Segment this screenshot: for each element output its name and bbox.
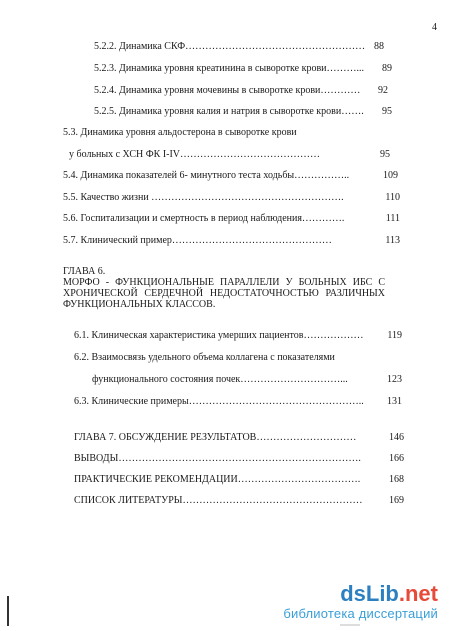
scan-edge-mark (7, 596, 9, 626)
toc-entry-5-6: 5.6. Госпитализации и смертность в период наблюдения…………. (63, 213, 345, 224)
toc-page-5-2-5: 95 (382, 106, 392, 117)
toc-page-references: 169 (389, 495, 404, 506)
toc-entry-5-2-3: 5.2.3. Динамика уровня креатинина в сыворотке крови………... (94, 63, 365, 74)
scan-bottom-mark (340, 624, 360, 626)
toc-page-recommendations: 168 (389, 474, 404, 485)
toc-entry-references: СПИСОК ЛИТЕРАТУРЫ……………………………………………… (74, 495, 363, 506)
toc-page-6-3: 131 (387, 396, 402, 407)
toc-page-conclusions: 166 (389, 453, 404, 464)
toc-entry-conclusions: ВЫВОДЫ………………………………………………………………. (74, 453, 361, 464)
toc-entry-5-3-cont: у больных с ХСН ФК I-IV…………………………………… (69, 149, 321, 160)
toc-entry-5-2-4: 5.2.4. Динамика уровня мочевины в сыворотке крови………… (94, 85, 361, 96)
toc-page-5-3: 95 (380, 149, 390, 160)
toc-entry-chapter-7: ГЛАВА 7. ОБСУЖДЕНИЕ РЕЗУЛЬТАТОВ………………………… (74, 432, 357, 443)
toc-page-5-5: 110 (385, 192, 400, 203)
toc-entry-recommendations: ПРАКТИЧЕСКИЕ РЕКОМЕНДАЦИИ………………………………. (74, 474, 361, 485)
toc-page-5-2-2: 88 (374, 41, 384, 52)
toc-entry-5-7: 5.7. Клинический пример………………………………………… (63, 235, 332, 246)
toc-entry-5-5: 5.5. Качество жизни …………………………………………………. (63, 192, 344, 203)
toc-page-5-7: 113 (385, 235, 400, 246)
toc-page-6-2: 123 (387, 374, 402, 385)
toc-entry-5-3: 5.3. Динамика уровня альдостерона в сыворотке крови (63, 127, 297, 138)
toc-entry-6-1: 6.1. Клиническая характеристика умерших пациентов……………… (74, 330, 364, 341)
watermark-logo-main: dsLib (340, 581, 399, 606)
watermark-subtitle: библиотека диссертаций (283, 606, 438, 621)
toc-entry-5-2-2: 5.2.2. Динамика СКФ……………………………………………… (94, 41, 366, 52)
watermark[interactable] (283, 582, 438, 621)
watermark-logo (283, 582, 438, 606)
chapter-6-label: ГЛАВА 6. (63, 266, 106, 277)
toc-entry-5-2-5: 5.2.5. Динамика уровня калия и натрия в сыворотке крови……. (94, 106, 364, 117)
toc-page-6-1: 119 (387, 330, 402, 341)
toc-entry-6-2: 6.2. Взаимосвязь удельного объема коллагена с показателями (74, 352, 335, 363)
toc-entry-6-2-cont: функционального состояния почек…………………………... (92, 374, 348, 385)
toc-page-chapter-7: 146 (389, 432, 404, 443)
toc-entry-6-3: 6.3. Клинические примеры…………………………………………….. (74, 396, 364, 407)
toc-page-5-2-3: 89 (382, 63, 392, 74)
toc-page-5-6: 111 (385, 213, 400, 224)
toc-page-5-4: 109 (383, 170, 398, 181)
watermark-logo-tld: .net (398, 581, 438, 606)
page-number: 4 (432, 22, 437, 33)
toc-page-5-2-4: 92 (378, 85, 388, 96)
chapter-6-heading: МОРФО - ФУНКЦИОНАЛЬНЫЕ ПАРАЛЛЕЛИ У БОЛЬНЫХ ИБС С ХРОНИЧЕСКОЙ СЕРДЕЧНОЙ НЕДОСТАТОЧНОСТЬЮ РАЗЛИЧНЫХ ФУНКЦИОНАЛЬНЫХ КЛАССОВ. (63, 277, 385, 310)
toc-entry-5-4: 5.4. Динамика показателей 6- минутного теста ходьбы…………….. (63, 170, 350, 181)
